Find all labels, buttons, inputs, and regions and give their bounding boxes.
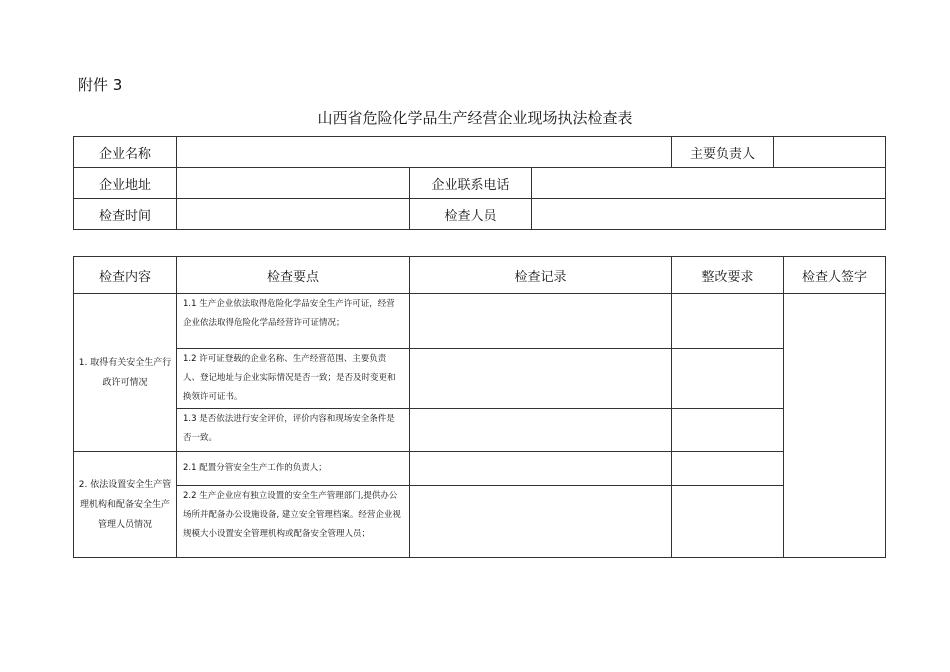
- record-field[interactable]: [410, 349, 672, 409]
- rectification-field[interactable]: [672, 349, 784, 409]
- record-field[interactable]: [410, 452, 672, 486]
- check-point: 1.3 是否依法进行安全评价，评价内容和现场安全条件是否一致。: [177, 409, 410, 452]
- rectification-field[interactable]: [672, 486, 784, 558]
- check-point: 1.2 许可证登载的企业名称、生产经营范围、主要负责人、登记地址与企业实际情况是否一致；是否及时变更和换领许可证书。: [177, 349, 410, 409]
- rectification-field[interactable]: [672, 294, 784, 349]
- record-field[interactable]: [410, 409, 672, 452]
- table-row: [74, 349, 886, 409]
- address-field[interactable]: [177, 168, 410, 199]
- table-row: [74, 409, 886, 452]
- check-time-label: 检查时间: [74, 199, 177, 230]
- contact-phone-label: 企业联系电话: [410, 168, 532, 199]
- principal-field[interactable]: [774, 137, 886, 168]
- header-check-content: 检查内容: [74, 257, 177, 294]
- inspector-label: 检查人员: [410, 199, 532, 230]
- table-row: [74, 452, 886, 486]
- record-field[interactable]: [410, 486, 672, 558]
- record-field[interactable]: [410, 294, 672, 349]
- attachment-label: 附件 3: [78, 76, 123, 94]
- signature-field[interactable]: [784, 294, 886, 558]
- info-row-company: [74, 137, 886, 168]
- inspector-field[interactable]: [532, 199, 886, 230]
- inspection-table: [73, 256, 886, 558]
- check-time-field[interactable]: [177, 199, 410, 230]
- company-info-table: [73, 136, 886, 230]
- page-title: 山西省危险化学品生产经营企业现场执法检查表: [317, 109, 633, 127]
- check-point: 2.1 配置分管安全生产工作的负责人；: [177, 452, 410, 486]
- info-row-address: [74, 168, 886, 199]
- company-name-field[interactable]: [177, 137, 672, 168]
- address-label: 企业地址: [74, 168, 177, 199]
- contact-phone-field[interactable]: [532, 168, 886, 199]
- header-check-points: 检查要点: [177, 257, 410, 294]
- check-point: 1.1 生产企业依法取得危险化学品安全生产许可证，经营企业依法取得危险化学品经营许可证情况；: [177, 294, 410, 349]
- table-row: [74, 486, 886, 558]
- info-row-time: [74, 199, 886, 230]
- table-row: [74, 294, 886, 349]
- rectification-field[interactable]: [672, 452, 784, 486]
- header-check-record: 检查记录: [410, 257, 672, 294]
- category-cell: 2. 依法设置安全生产管理机构和配备安全生产管理人员情况: [74, 452, 177, 558]
- header-rectification: 整改要求: [672, 257, 784, 294]
- table-header-row: [74, 257, 886, 294]
- principal-label: 主要负责人: [672, 137, 774, 168]
- rectification-field[interactable]: [672, 409, 784, 452]
- header-inspector-signature: 检查人签字: [784, 257, 886, 294]
- check-point: 2.2 生产企业应有独立设置的安全生产管理部门,提供办公场所并配备办公设施设备, 建立安全管理档案。经营企业视规模大小设置安全管理机构或配备安全管理人员；: [177, 486, 410, 558]
- category-cell: 1. 取得有关安全生产行政许可情况: [74, 294, 177, 452]
- company-name-label: 企业名称: [74, 137, 177, 168]
